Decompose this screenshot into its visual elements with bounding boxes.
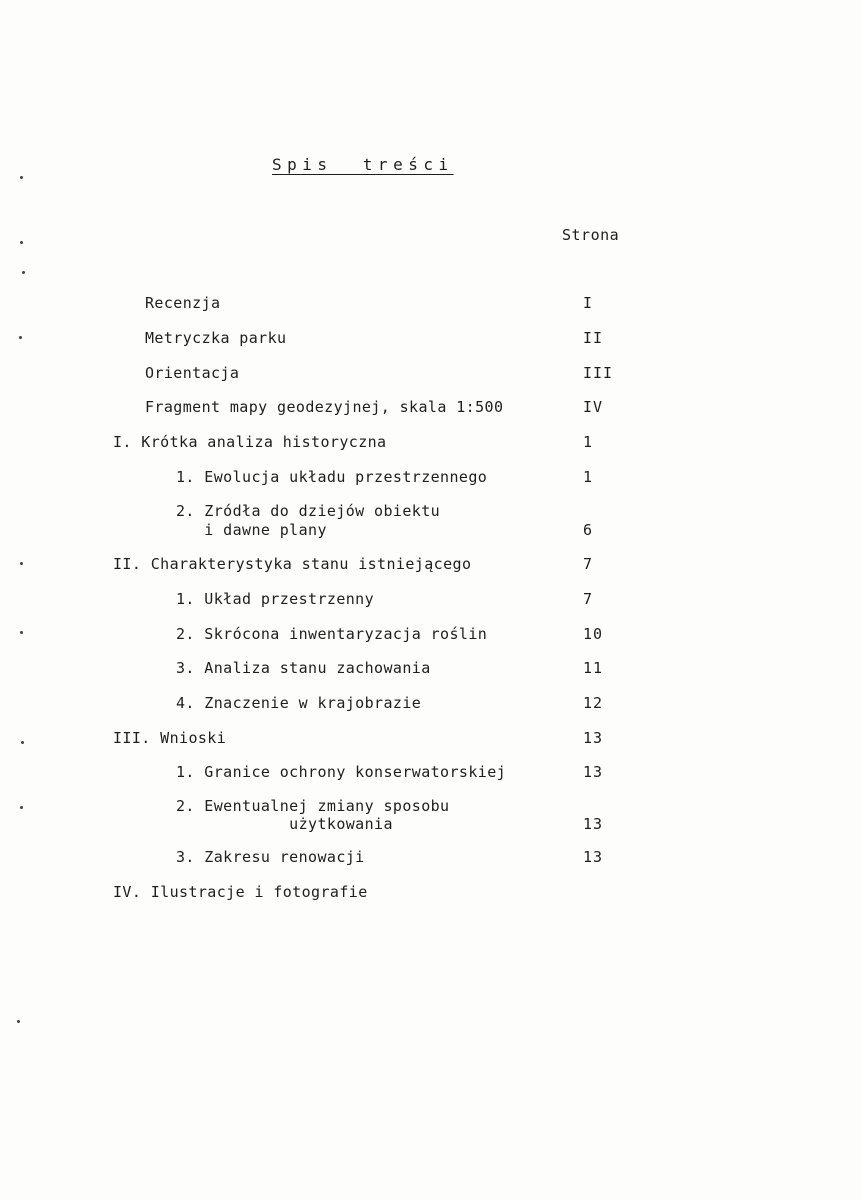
page-column-header: Strona bbox=[562, 226, 620, 244]
margin-speck bbox=[22, 271, 25, 274]
toc-subentry-label: 4. Znaczenie w krajobrazie bbox=[176, 694, 422, 712]
toc-subentry-label-continued: i dawne plany bbox=[176, 521, 327, 539]
toc-subentry-label: 2. Zródła do dziejów obiektu bbox=[176, 502, 441, 520]
margin-speck bbox=[20, 241, 23, 244]
toc-entry-page: IV bbox=[583, 398, 604, 416]
margin-speck bbox=[17, 1020, 20, 1023]
toc-entry-page: 13 bbox=[583, 848, 604, 866]
toc-entry-page: 13 bbox=[583, 729, 604, 747]
toc-section-label: III. Wnioski bbox=[113, 729, 227, 747]
toc-entry-page: 11 bbox=[583, 659, 604, 677]
toc-entry-label: Recenzja bbox=[145, 294, 221, 312]
toc-entry-page: 13 bbox=[583, 815, 604, 833]
toc-subentry-label: 2. Skrócona inwentaryzacja roślin bbox=[176, 625, 488, 643]
margin-speck bbox=[19, 336, 22, 339]
toc-section-label: I. Krótka analiza historyczna bbox=[113, 433, 387, 451]
margin-speck bbox=[20, 176, 23, 179]
toc-entry-label: Metryczka parku bbox=[145, 329, 287, 347]
margin-speck bbox=[20, 562, 23, 565]
toc-subentry-label: 1. Ewolucja układu przestrzennego bbox=[176, 468, 488, 486]
toc-subentry-label: 1. Granice ochrony konserwatorskiej bbox=[176, 763, 507, 781]
toc-entry-page: I bbox=[583, 294, 594, 312]
page-title: Spis treści bbox=[272, 155, 454, 174]
toc-subentry-label-continued: użytkowania bbox=[176, 815, 393, 833]
toc-entry-page: II bbox=[583, 329, 604, 347]
toc-entry-page: 13 bbox=[583, 763, 604, 781]
toc-subentry-label: 3. Analiza stanu zachowania bbox=[176, 659, 431, 677]
toc-section-label: II. Charakterystyka stanu istniejącego bbox=[113, 555, 472, 573]
toc-entry-page: 1 bbox=[583, 433, 594, 451]
toc-entry-page: 7 bbox=[583, 555, 594, 573]
toc-subentry-label: 2. Ewentualnej zmiany sposobu bbox=[176, 797, 450, 815]
toc-section-label: IV. Ilustracje i fotografie bbox=[113, 883, 368, 901]
toc-entry-page: 6 bbox=[583, 521, 594, 539]
margin-speck bbox=[20, 631, 23, 634]
toc-entry-page: 1 bbox=[583, 468, 594, 486]
margin-speck bbox=[20, 806, 23, 809]
toc-entry-page: 7 bbox=[583, 590, 594, 608]
margin-speck bbox=[21, 741, 24, 744]
toc-entry-label: Orientacja bbox=[145, 364, 240, 382]
toc-entry-label: Fragment mapy geodezyjnej, skala 1:500 bbox=[145, 398, 504, 416]
toc-subentry-label: 1. Układ przestrzenny bbox=[176, 590, 375, 608]
toc-subentry-label: 3. Zakresu renowacji bbox=[176, 848, 365, 866]
toc-entry-page: III bbox=[583, 364, 614, 382]
toc-entry-page: 12 bbox=[583, 694, 604, 712]
toc-entry-page: 10 bbox=[583, 625, 604, 643]
